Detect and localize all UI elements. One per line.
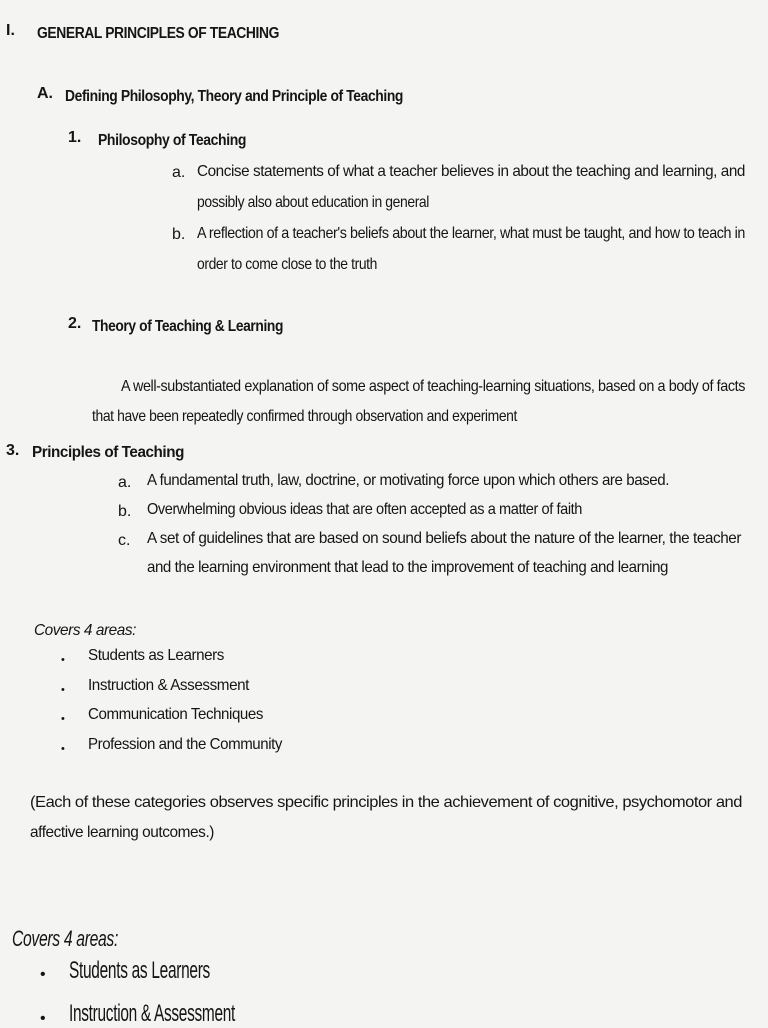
area-item: Instruction & Assessment xyxy=(88,677,249,694)
section-title: GENERAL PRINCIPLES OF TEACHING xyxy=(37,25,279,42)
zoomed-areas-heading: Covers 4 areas: xyxy=(12,926,118,951)
zoomed-area-item: Students as Learners xyxy=(69,957,210,984)
principles-item-a-line1: A fundamental truth, law, doctrine, or motivating force upon which others are based. xyxy=(147,472,669,489)
theory-line1: A well-substantiated explanation of some aspect of teaching-learning situations, based on a body of facts xyxy=(121,378,745,395)
areas-heading: Covers 4 areas: xyxy=(34,622,136,639)
theory-line2: that have been repeatedly confirmed through observation and experiment xyxy=(92,408,517,425)
philosophy-number: 1. xyxy=(68,129,82,146)
bullet-icon: • xyxy=(40,1010,46,1027)
list-label: a. xyxy=(118,474,132,491)
list-label: b. xyxy=(118,503,132,520)
philosophy-item-a-line1: Concise statements of what a teacher believes in about the teaching and learning, and xyxy=(197,163,745,180)
area-item: Profession and the Community xyxy=(88,736,282,753)
theory-title: Theory of Teaching & Learning xyxy=(92,318,283,335)
list-label: c. xyxy=(118,532,131,549)
principles-title: Principles of Teaching xyxy=(32,444,184,461)
bullet-icon: • xyxy=(61,684,65,696)
list-label: a. xyxy=(172,164,186,181)
subsection-title: Defining Philosophy, Theory and Principle of Teaching xyxy=(65,88,403,105)
principles-item-b-line1: Overwhelming obvious ideas that are often accepted as a matter of faith xyxy=(147,501,582,518)
theory-number: 2. xyxy=(68,315,82,332)
note-line2: affective learning outcomes.) xyxy=(30,824,214,841)
philosophy-item-a-line2: possibly also about education in general xyxy=(197,194,429,211)
section-number: I. xyxy=(6,22,15,39)
philosophy-item-b-line2: order to come close to the truth xyxy=(197,256,377,273)
principles-number: 3. xyxy=(6,442,20,459)
philosophy-title: Philosophy of Teaching xyxy=(98,132,246,149)
zoomed-area-item: Instruction & Assessment xyxy=(69,1000,235,1027)
bullet-icon: • xyxy=(61,743,65,755)
note-line1: (Each of these categories observes specific principles in the achievement of cognitive, psychomotor and xyxy=(30,794,742,811)
bullet-icon: • xyxy=(61,654,65,666)
area-item: Communication Techniques xyxy=(88,706,263,723)
principles-item-c-line1: A set of guidelines that are based on sound beliefs about the nature of the learner, the teacher xyxy=(147,530,741,547)
bullet-icon: • xyxy=(61,713,65,725)
bullet-icon: • xyxy=(40,966,46,983)
list-label: b. xyxy=(172,226,186,243)
subsection-letter: A. xyxy=(37,85,53,102)
area-item: Students as Learners xyxy=(88,647,224,664)
principles-item-c-line2: and the learning environment that lead to the improvement of teaching and learning xyxy=(147,559,668,576)
philosophy-item-b-line1: A reflection of a teacher's beliefs about the learner, what must be taught, and how to teach in xyxy=(197,225,745,242)
